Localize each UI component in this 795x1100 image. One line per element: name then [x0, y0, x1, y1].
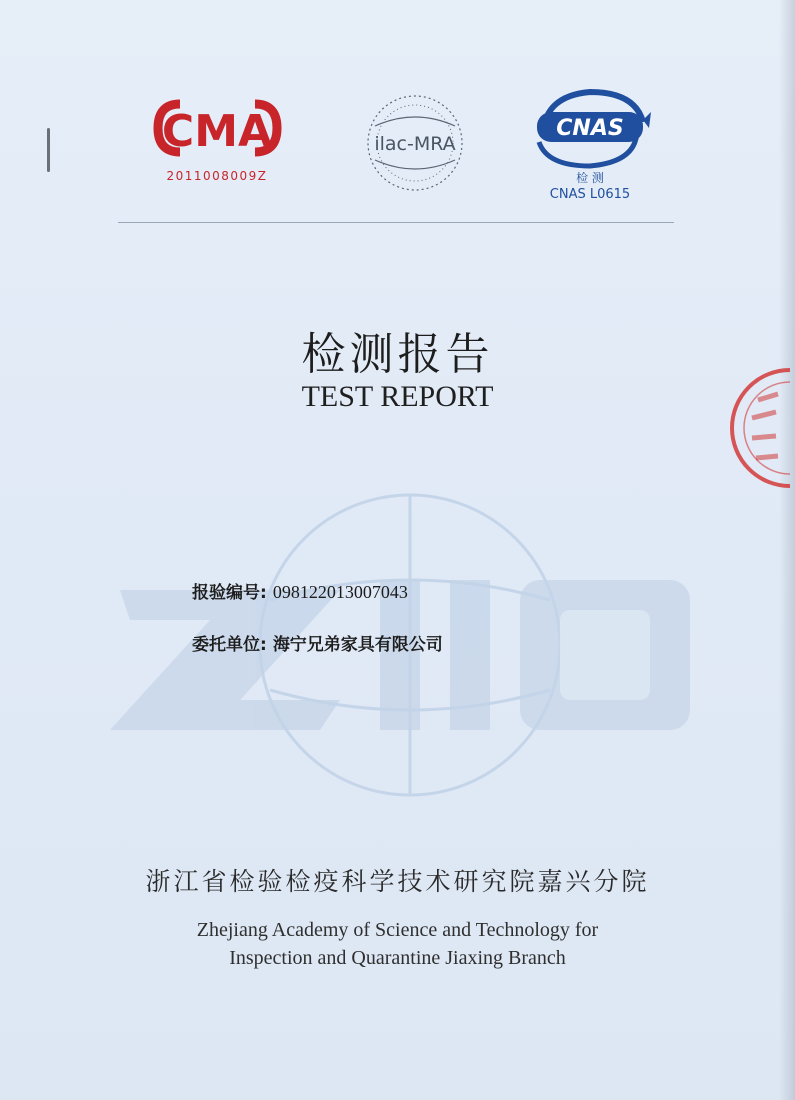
report-number-value: 098122013007043	[272, 582, 408, 602]
red-seal-stamp	[728, 366, 790, 496]
cnas-code: CNAS L0615	[549, 187, 631, 202]
cma-logo-text: CMA	[161, 106, 273, 157]
ilac-mra-text: ilac-MRA	[374, 133, 456, 155]
cnas-cn-text: 检 测	[576, 171, 604, 185]
header-divider	[118, 222, 674, 223]
client-label: 委托单位:	[192, 635, 267, 655]
cnas-logo	[525, 82, 655, 202]
cnas-logo-text: CNAS	[556, 116, 624, 141]
report-title-en: TEST REPORT	[301, 380, 494, 413]
institution-name-en-line1: Zhejiang Academy of Science and Technology for	[196, 919, 599, 941]
institution-name-en	[0, 916, 795, 972]
client-value: 海宁兄弟家具有限公司	[272, 635, 443, 655]
institution-name-cn: 浙江省检验检疫科学技术研究院嘉兴分院	[145, 867, 650, 896]
staple-mark	[47, 128, 50, 172]
institution-name-en-line2: Inspection and Quarantine Jiaxing Branch	[229, 947, 566, 969]
client-field	[192, 630, 443, 655]
report-number-field	[192, 578, 408, 603]
ilac-mra-logo	[355, 88, 475, 198]
cma-logo	[150, 90, 285, 190]
report-title-cn: 检测报告	[301, 329, 494, 380]
report-number-label: 报验编号:	[192, 583, 267, 603]
cma-number: 2011008009Z	[166, 169, 268, 183]
